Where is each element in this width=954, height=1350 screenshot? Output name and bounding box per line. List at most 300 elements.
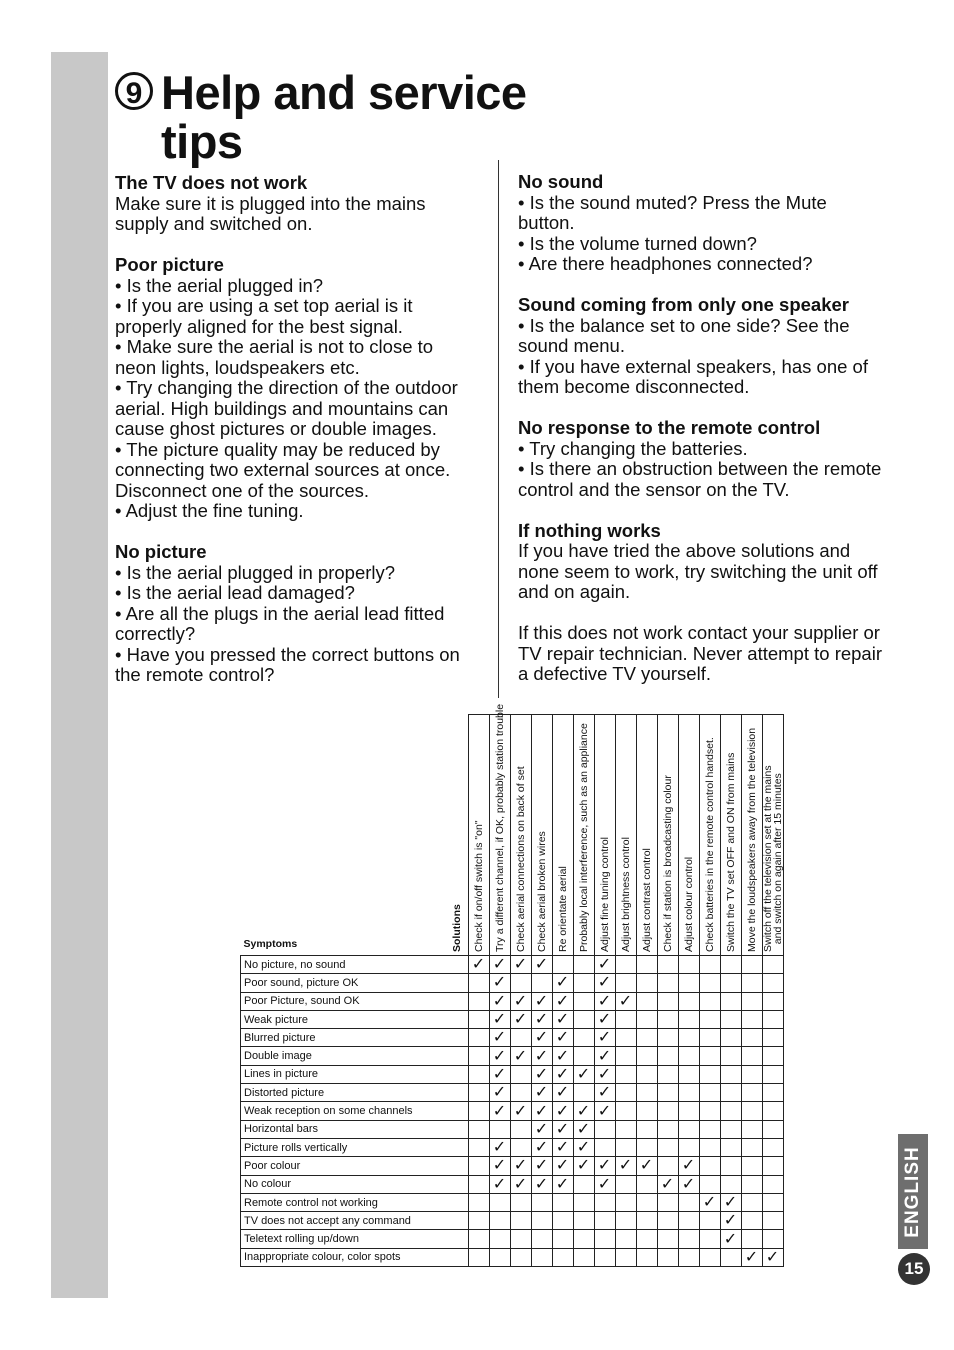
check-icon: ✓ <box>513 956 528 974</box>
help-section <box>518 418 883 500</box>
table-row <box>241 974 784 992</box>
empty-cell <box>657 1157 678 1175</box>
solution-column-header <box>615 715 636 956</box>
help-section <box>518 172 883 275</box>
check-icon: ✓ <box>555 1175 570 1193</box>
check-mark-cell <box>552 1120 573 1138</box>
check-icon: ✓ <box>555 1157 570 1175</box>
check-icon: ✓ <box>492 1047 507 1065</box>
empty-cell <box>510 1120 531 1138</box>
solution-column-header <box>573 715 594 956</box>
empty-cell <box>657 1120 678 1138</box>
empty-cell <box>678 1212 699 1230</box>
section-line: • Have you pressed the correct buttons on the remote control? <box>115 643 460 685</box>
check-icon: ✓ <box>555 992 570 1010</box>
check-mark-cell <box>531 1065 552 1083</box>
language-tab-label: ENGLISH <box>902 1145 923 1238</box>
check-icon: ✓ <box>555 1120 570 1138</box>
empty-cell <box>720 1120 741 1138</box>
check-mark-cell <box>573 1065 594 1083</box>
section-heading: If nothing works <box>518 519 661 541</box>
empty-cell <box>615 1230 636 1248</box>
check-icon: ✓ <box>492 992 507 1010</box>
empty-cell <box>468 974 489 992</box>
symptom-cell: Poor sound, picture OK <box>241 974 469 992</box>
empty-cell <box>531 1193 552 1211</box>
empty-cell <box>762 992 783 1010</box>
empty-cell <box>615 974 636 992</box>
empty-cell <box>699 1175 720 1193</box>
section-heading: The TV does not work <box>115 172 308 193</box>
solution-label: Try a different channel, if OK, probably station trouble <box>493 703 506 952</box>
help-section <box>518 295 883 398</box>
check-icon: ✓ <box>576 1139 591 1157</box>
empty-cell <box>720 1102 741 1120</box>
check-icon: ✓ <box>597 992 612 1010</box>
solution-label: Probably local interference, such as an appliance <box>577 723 590 952</box>
section-line: • Is the sound muted? Press the Mute button. <box>518 191 827 233</box>
empty-cell <box>636 974 657 992</box>
check-mark-cell <box>510 1157 531 1175</box>
empty-cell <box>720 974 741 992</box>
empty-cell <box>720 1084 741 1102</box>
empty-cell <box>741 1230 762 1248</box>
empty-cell <box>636 1029 657 1047</box>
empty-cell <box>531 1212 552 1230</box>
check-mark-cell <box>468 956 489 974</box>
solution-column-header <box>699 715 720 956</box>
check-mark-cell <box>531 992 552 1010</box>
check-icon: ✓ <box>492 1157 507 1175</box>
section-line: • Make sure the aerial is not to close to neon lights, loudspeakers etc. <box>115 336 434 378</box>
section-heading: No sound <box>518 171 604 192</box>
empty-cell <box>594 1193 615 1211</box>
empty-cell <box>468 1193 489 1211</box>
solution-column-header <box>510 715 531 956</box>
section-line: • Are there headphones connected? <box>518 253 813 274</box>
empty-cell <box>657 1212 678 1230</box>
empty-cell <box>741 956 762 974</box>
solution-label: Check aerial broken wires <box>535 831 548 952</box>
table-row <box>241 1138 784 1156</box>
symptom-cell: Lines in picture <box>241 1065 469 1083</box>
empty-cell <box>699 1084 720 1102</box>
empty-cell <box>741 1065 762 1083</box>
check-mark-cell <box>552 1065 573 1083</box>
page-number: 15 <box>898 1253 930 1285</box>
check-icon: ✓ <box>492 1084 507 1102</box>
column-divider <box>498 160 499 698</box>
empty-cell <box>678 1102 699 1120</box>
empty-cell <box>741 1047 762 1065</box>
check-icon: ✓ <box>576 1157 591 1175</box>
check-icon: ✓ <box>534 1084 549 1102</box>
check-mark-cell <box>552 992 573 1010</box>
empty-cell <box>615 1065 636 1083</box>
check-icon: ✓ <box>471 956 486 974</box>
check-mark-cell <box>573 1138 594 1156</box>
empty-cell <box>531 1230 552 1248</box>
empty-cell <box>699 974 720 992</box>
empty-cell <box>510 1230 531 1248</box>
check-icon: ✓ <box>597 1157 612 1175</box>
empty-cell <box>594 1230 615 1248</box>
empty-cell <box>594 1248 615 1266</box>
empty-cell <box>468 1230 489 1248</box>
check-icon: ✓ <box>597 1084 612 1102</box>
empty-cell <box>720 992 741 1010</box>
check-icon: ✓ <box>597 1047 612 1065</box>
empty-cell <box>657 1010 678 1028</box>
check-icon: ✓ <box>534 1065 549 1083</box>
check-icon: ✓ <box>513 1011 528 1029</box>
title-text <box>161 68 527 166</box>
check-icon: ✓ <box>534 1102 549 1120</box>
empty-cell <box>678 1010 699 1028</box>
check-mark-cell <box>636 1157 657 1175</box>
empty-cell <box>573 1230 594 1248</box>
check-mark-cell <box>552 1029 573 1047</box>
check-mark-cell <box>510 1102 531 1120</box>
check-icon: ✓ <box>597 1175 612 1193</box>
empty-cell <box>615 1248 636 1266</box>
empty-cell <box>636 1010 657 1028</box>
empty-cell <box>636 956 657 974</box>
empty-cell <box>699 956 720 974</box>
empty-cell <box>636 992 657 1010</box>
empty-cell <box>468 1047 489 1065</box>
empty-cell <box>510 1065 531 1083</box>
symptom-cell: Poor Picture, sound OK <box>241 992 469 1010</box>
symptom-cell: Picture rolls vertically <box>241 1138 469 1156</box>
check-mark-cell <box>594 1065 615 1083</box>
solutions-header <box>446 715 469 956</box>
empty-cell <box>741 992 762 1010</box>
empty-cell <box>489 1193 510 1211</box>
empty-cell <box>678 1230 699 1248</box>
empty-cell <box>762 974 783 992</box>
section-number-icon: 9 <box>115 72 153 110</box>
symptom-cell: Blurred picture <box>241 1029 469 1047</box>
empty-cell <box>762 1084 783 1102</box>
empty-cell <box>573 1029 594 1047</box>
check-icon: ✓ <box>618 992 633 1010</box>
check-mark-cell <box>489 1175 510 1193</box>
check-mark-cell <box>762 1248 783 1266</box>
spacer-line <box>518 603 883 624</box>
empty-cell <box>741 1102 762 1120</box>
check-mark-cell <box>594 1010 615 1028</box>
check-mark-cell <box>531 1138 552 1156</box>
empty-cell <box>573 992 594 1010</box>
check-mark-cell <box>489 1047 510 1065</box>
check-mark-cell <box>552 1138 573 1156</box>
check-icon: ✓ <box>513 1175 528 1193</box>
empty-cell <box>615 1047 636 1065</box>
solution-column-header <box>594 715 615 956</box>
empty-cell <box>741 1175 762 1193</box>
symptom-cell: TV does not accept any command <box>241 1212 469 1230</box>
table-row <box>241 1029 784 1047</box>
empty-cell <box>762 1193 783 1211</box>
check-mark-cell <box>552 1102 573 1120</box>
empty-cell <box>699 1065 720 1083</box>
section-line: • Are all the plugs in the aerial lead fitted correctly? <box>115 602 445 644</box>
empty-cell <box>657 1029 678 1047</box>
empty-cell <box>615 1212 636 1230</box>
check-icon: ✓ <box>618 1157 633 1175</box>
empty-cell <box>510 1138 531 1156</box>
empty-cell <box>468 1102 489 1120</box>
solution-label: Check batteries in the remote control handset. <box>703 737 716 952</box>
help-section <box>115 173 479 235</box>
check-icon: ✓ <box>534 992 549 1010</box>
table-row <box>241 1175 784 1193</box>
check-mark-cell <box>531 956 552 974</box>
empty-cell <box>720 1248 741 1266</box>
solution-label: Adjust fine tuning control <box>598 837 611 952</box>
check-mark-cell <box>489 1102 510 1120</box>
check-icon: ✓ <box>681 1157 696 1175</box>
check-icon: ✓ <box>576 1065 591 1083</box>
check-mark-cell <box>531 1120 552 1138</box>
empty-cell <box>657 1193 678 1211</box>
check-icon: ✓ <box>492 1065 507 1083</box>
check-mark-cell <box>510 956 531 974</box>
section-line: • The picture quality may be reduced by connecting two external sources at once. Disconnect one of the sources. <box>115 438 451 501</box>
empty-cell <box>468 1029 489 1047</box>
solution-column-header <box>720 715 741 956</box>
check-icon: ✓ <box>723 1194 738 1211</box>
language-tab <box>898 1134 928 1249</box>
empty-cell <box>720 1029 741 1047</box>
empty-cell <box>573 1248 594 1266</box>
empty-cell <box>468 1248 489 1266</box>
check-mark-cell <box>531 1175 552 1193</box>
empty-cell <box>615 1175 636 1193</box>
empty-cell <box>552 956 573 974</box>
empty-cell <box>573 974 594 992</box>
empty-cell <box>510 1029 531 1047</box>
section-line: • Is there an obstruction between the remote control and the sensor on the TV. <box>518 458 882 500</box>
right-column <box>518 172 883 705</box>
empty-cell <box>573 1212 594 1230</box>
empty-cell <box>573 1084 594 1102</box>
empty-cell <box>678 992 699 1010</box>
check-mark-cell <box>594 1175 615 1193</box>
check-mark-cell <box>510 1175 531 1193</box>
empty-cell <box>615 1029 636 1047</box>
check-icon: ✓ <box>597 956 612 974</box>
empty-cell <box>636 1193 657 1211</box>
section-line: • Is the volume turned down? <box>518 232 757 254</box>
check-icon: ✓ <box>534 956 549 974</box>
solution-column-header <box>531 715 552 956</box>
check-icon: ✓ <box>492 1139 507 1157</box>
empty-cell <box>741 1157 762 1175</box>
empty-cell <box>573 956 594 974</box>
empty-cell <box>762 1212 783 1230</box>
check-mark-cell <box>615 1157 636 1175</box>
empty-cell <box>762 1175 783 1193</box>
empty-cell <box>636 1230 657 1248</box>
check-mark-cell <box>489 1010 510 1028</box>
empty-cell <box>636 1138 657 1156</box>
empty-cell <box>762 1230 783 1248</box>
section-line: If you have tried the above solutions and none seem to work, try switching the unit off and on again. <box>518 540 878 602</box>
check-mark-cell <box>594 956 615 974</box>
check-icon: ✓ <box>492 974 507 992</box>
empty-cell <box>762 1102 783 1120</box>
empty-cell <box>678 974 699 992</box>
empty-cell <box>615 1102 636 1120</box>
check-icon: ✓ <box>492 1175 507 1193</box>
solution-label: Check if on/off switch is "on" <box>472 820 485 952</box>
empty-cell <box>468 1157 489 1175</box>
symptom-cell: Double image <box>241 1047 469 1065</box>
check-icon: ✓ <box>723 1212 738 1230</box>
empty-cell <box>510 1193 531 1211</box>
empty-cell <box>636 1120 657 1138</box>
empty-cell <box>510 1248 531 1266</box>
empty-cell <box>636 1047 657 1065</box>
empty-cell <box>762 1047 783 1065</box>
check-mark-cell <box>531 1029 552 1047</box>
empty-cell <box>720 1157 741 1175</box>
empty-cell <box>678 1248 699 1266</box>
empty-cell <box>468 1010 489 1028</box>
empty-cell <box>699 1120 720 1138</box>
empty-cell <box>636 1212 657 1230</box>
table-row <box>241 1084 784 1102</box>
section-line: • Is the aerial plugged in? <box>115 274 324 296</box>
empty-cell <box>720 1010 741 1028</box>
check-mark-cell <box>594 974 615 992</box>
check-mark-cell <box>531 1010 552 1028</box>
table-row <box>241 1120 784 1138</box>
empty-cell <box>531 1248 552 1266</box>
empty-cell <box>636 1065 657 1083</box>
check-icon: ✓ <box>534 1139 549 1157</box>
check-mark-cell <box>741 1248 762 1266</box>
solution-column-header <box>678 715 699 956</box>
section-line: If this does not work contact your supplier or TV repair technician. Never attempt to repair a defective TV yourself. <box>518 622 882 684</box>
check-mark-cell <box>552 974 573 992</box>
empty-cell <box>657 974 678 992</box>
help-section <box>115 542 479 686</box>
empty-cell <box>573 1010 594 1028</box>
empty-cell <box>636 1102 657 1120</box>
check-icon: ✓ <box>702 1194 717 1211</box>
check-mark-cell <box>573 1157 594 1175</box>
empty-cell <box>741 974 762 992</box>
check-mark-cell <box>489 1029 510 1047</box>
empty-cell <box>762 1010 783 1028</box>
solution-label: Switch off the television set at the mains and switch on again after 15 minutes <box>761 765 784 952</box>
check-mark-cell <box>573 1102 594 1120</box>
solution-label: Re orientate aerial <box>556 866 569 952</box>
check-mark-cell <box>678 1157 699 1175</box>
empty-cell <box>594 1138 615 1156</box>
empty-cell <box>762 1120 783 1138</box>
section-line: • Is the balance set to one side? See the sound menu. <box>518 314 850 356</box>
check-mark-cell <box>594 1157 615 1175</box>
check-mark-cell <box>489 956 510 974</box>
check-icon: ✓ <box>555 1047 570 1065</box>
empty-cell <box>699 1212 720 1230</box>
empty-cell <box>657 992 678 1010</box>
check-mark-cell <box>552 1175 573 1193</box>
empty-cell <box>720 956 741 974</box>
check-icon: ✓ <box>723 1230 738 1248</box>
check-icon: ✓ <box>534 1175 549 1193</box>
empty-cell <box>489 1120 510 1138</box>
section-heading: No response to the remote control <box>518 417 821 438</box>
check-icon: ✓ <box>513 1157 528 1175</box>
empty-cell <box>657 1230 678 1248</box>
empty-cell <box>468 1065 489 1083</box>
check-icon: ✓ <box>597 1102 612 1120</box>
table-row <box>241 956 784 974</box>
check-icon: ✓ <box>555 1139 570 1157</box>
check-icon: ✓ <box>492 1011 507 1029</box>
solutions-label: Solutions <box>450 904 463 952</box>
empty-cell <box>615 1193 636 1211</box>
check-icon: ✓ <box>639 1157 654 1175</box>
empty-cell <box>699 1010 720 1028</box>
empty-cell <box>657 956 678 974</box>
symptom-cell: Weak picture <box>241 1010 469 1028</box>
empty-cell <box>636 1175 657 1193</box>
check-icon: ✓ <box>534 1029 549 1047</box>
section-heading: Poor picture <box>115 254 224 275</box>
section-line: • Adjust the fine tuning. <box>115 500 304 521</box>
table-row <box>241 1230 784 1248</box>
symptom-cell: Teletext rolling up/down <box>241 1230 469 1248</box>
check-mark-cell <box>489 974 510 992</box>
check-mark-cell <box>657 1175 678 1193</box>
empty-cell <box>531 974 552 992</box>
empty-cell <box>741 1193 762 1211</box>
check-icon: ✓ <box>513 992 528 1010</box>
empty-cell <box>552 1193 573 1211</box>
check-icon: ✓ <box>744 1248 759 1266</box>
check-mark-cell <box>510 1047 531 1065</box>
solution-column-header <box>636 715 657 956</box>
empty-cell <box>594 1212 615 1230</box>
symptom-cell: Weak reception on some channels <box>241 1102 469 1120</box>
left-column <box>115 173 479 706</box>
check-icon: ✓ <box>576 1120 591 1138</box>
check-icon: ✓ <box>534 1047 549 1065</box>
symptom-cell: No picture, no sound <box>241 956 469 974</box>
solution-label: Switch the TV set OFF and ON from mains <box>724 752 737 952</box>
empty-cell <box>741 1029 762 1047</box>
solutions-table <box>240 703 784 1267</box>
check-icon: ✓ <box>555 974 570 992</box>
empty-cell <box>741 1212 762 1230</box>
check-mark-cell <box>552 1157 573 1175</box>
table-row <box>241 1212 784 1230</box>
check-icon: ✓ <box>555 1084 570 1102</box>
empty-cell <box>573 1047 594 1065</box>
empty-cell <box>489 1212 510 1230</box>
empty-cell <box>762 1065 783 1083</box>
table-row <box>241 1102 784 1120</box>
empty-cell <box>699 1248 720 1266</box>
empty-cell <box>678 1120 699 1138</box>
symptoms-header <box>241 715 446 956</box>
